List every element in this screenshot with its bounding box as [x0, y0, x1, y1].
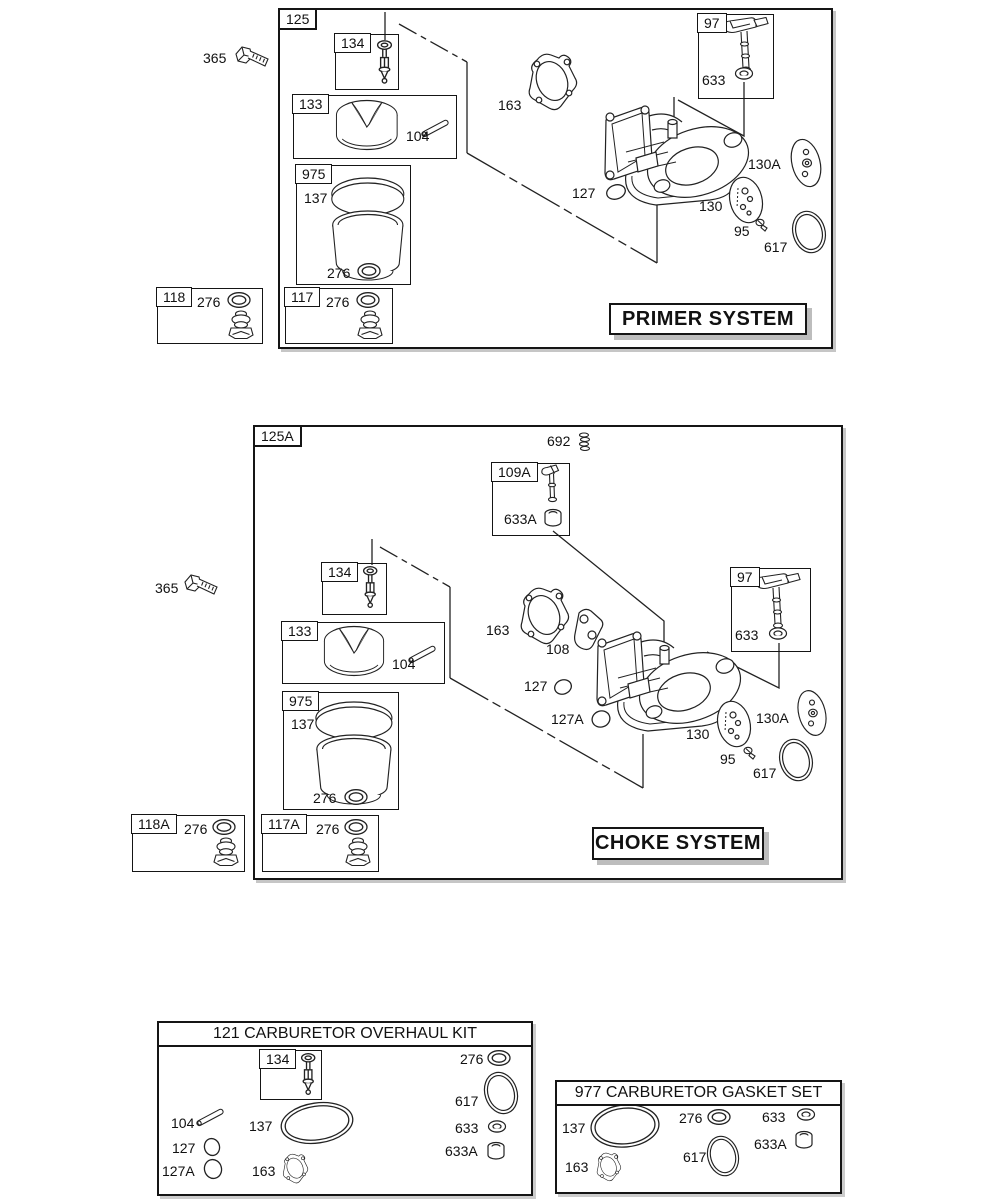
part-label-276: 276: [679, 1110, 703, 1126]
part-label-692: 692: [547, 433, 571, 449]
primer-bowl-kit-id: 975: [295, 164, 332, 184]
part-label-137: 137: [291, 716, 315, 732]
part-label-276: 276: [313, 790, 337, 806]
part-label-108: 108: [546, 641, 570, 657]
part-label-633a: 633A: [504, 511, 537, 527]
part-label-617: 617: [683, 1149, 707, 1165]
part-label-163: 163: [498, 97, 522, 113]
part-label-276: 276: [316, 821, 340, 837]
part-label-104: 104: [171, 1115, 195, 1131]
part-label-617: 617: [764, 239, 788, 255]
part-label-633: 633: [735, 627, 759, 643]
choke-bowl-kit-id: 975: [282, 691, 319, 711]
part-label-633: 633: [455, 1120, 479, 1136]
choke-118a-kit-id: 118A: [131, 814, 177, 834]
choke-bowl-kit-box: [283, 692, 399, 810]
choke-jet-kit-id: 109A: [491, 462, 538, 482]
part-label-95: 95: [720, 751, 736, 767]
primer-box-id: 125: [278, 8, 317, 30]
primer-float-kit-id: 133: [292, 94, 329, 114]
part-label-365: 365: [203, 50, 227, 66]
choke-117a-kit-id: 117A: [261, 814, 307, 834]
part-label-127: 127: [572, 185, 596, 201]
choke-system-title: CHOKE SYSTEM: [592, 827, 764, 860]
part-label-276: 276: [327, 265, 351, 281]
part-label-137: 137: [304, 190, 328, 206]
part-label-104: 104: [406, 128, 430, 144]
primer-needle-kit-box: [335, 34, 399, 90]
part-label-127a: 127A: [551, 711, 584, 727]
gasket-set-box: [555, 1080, 842, 1194]
part-label-137: 137: [249, 1118, 273, 1134]
choke-needle-kit-id: 134: [321, 562, 358, 582]
part-label-163: 163: [486, 622, 510, 638]
part-label-130a: 130A: [756, 710, 789, 726]
primer-float-kit-box: [293, 95, 457, 159]
part-label-127a: 127A: [162, 1163, 195, 1179]
part-label-95: 95: [734, 223, 750, 239]
primer-118-kit-id: 118: [156, 287, 192, 307]
choke-shaft-kit-id: 97: [730, 567, 760, 587]
primer-bowl-kit-box: [296, 165, 411, 285]
choke-needle-kit-box: [322, 563, 387, 615]
part-label-163: 163: [565, 1159, 589, 1175]
part-label-127: 127: [524, 678, 548, 694]
part-label-127: 127: [172, 1140, 196, 1156]
part-label-276: 276: [460, 1051, 484, 1067]
choke-float-kit-box: [282, 622, 445, 684]
part-label-276: 276: [184, 821, 208, 837]
part-label-617: 617: [455, 1093, 479, 1109]
part-label-130: 130: [699, 198, 723, 214]
part-label-130a: 130A: [748, 156, 781, 172]
part-label-163: 163: [252, 1163, 276, 1179]
primer-shaft-kit-id: 97: [697, 13, 727, 33]
part-label-104: 104: [392, 656, 416, 672]
primer-system-title: PRIMER SYSTEM: [609, 303, 807, 335]
overhaul-needle-kit-box: [260, 1050, 322, 1100]
choke-box-id: 125A: [253, 425, 302, 447]
primer-117-kit-id: 117: [284, 287, 320, 307]
part-label-130: 130: [686, 726, 710, 742]
bolt-365-drawing: [185, 575, 217, 594]
choke-float-kit-id: 133: [281, 621, 318, 641]
gasket-set-title: 977 CARBURETOR GASKET SET: [557, 1082, 840, 1106]
overhaul-needle-kit-id: 134: [259, 1049, 296, 1069]
part-label-633: 633: [702, 72, 726, 88]
part-label-633a: 633A: [445, 1143, 478, 1159]
part-label-633: 633: [762, 1109, 786, 1125]
bolt-365-drawing: [236, 47, 268, 66]
part-label-276: 276: [197, 294, 221, 310]
part-label-365: 365: [155, 580, 179, 596]
part-label-276: 276: [326, 294, 350, 310]
overhaul-kit-title: 121 CARBURETOR OVERHAUL KIT: [159, 1023, 531, 1047]
part-label-137: 137: [562, 1120, 586, 1136]
part-label-617: 617: [753, 765, 777, 781]
primer-needle-kit-id: 134: [334, 33, 371, 53]
part-label-633a: 633A: [754, 1136, 787, 1152]
